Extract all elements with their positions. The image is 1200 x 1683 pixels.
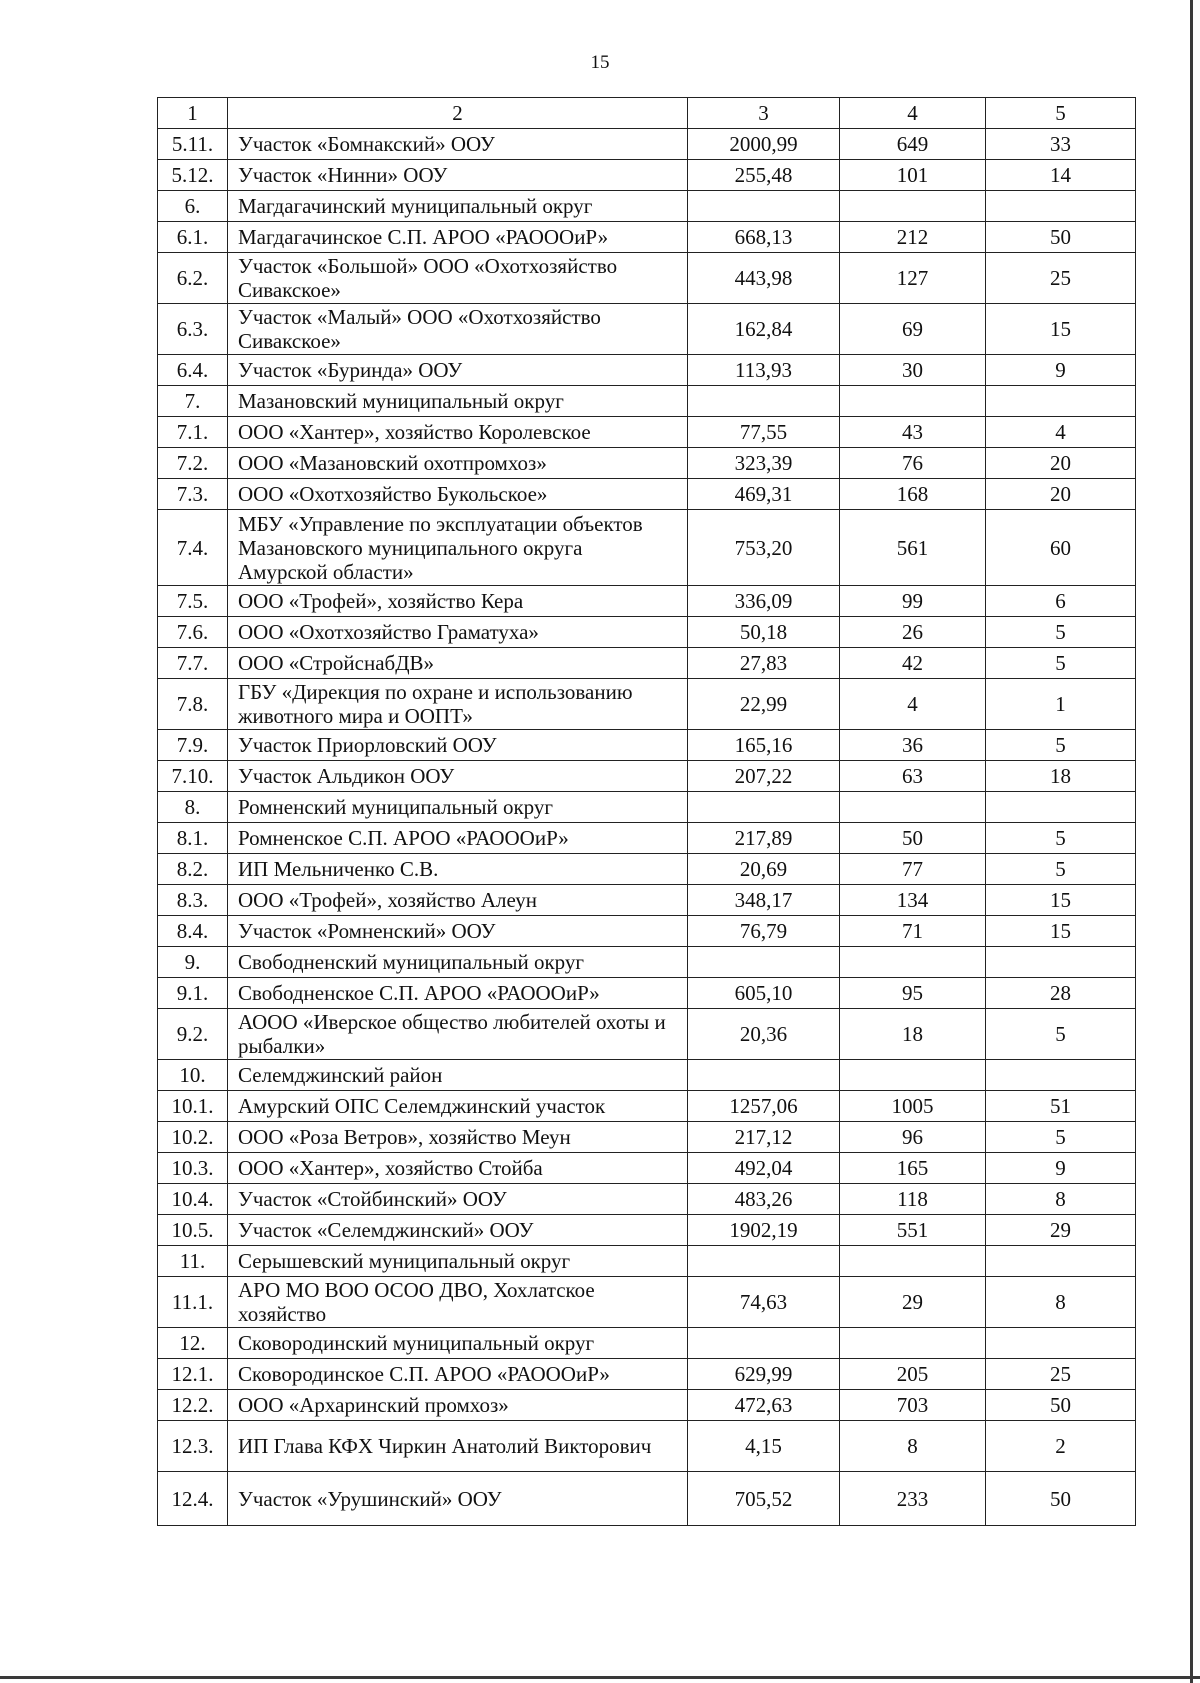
table-row — [158, 1277, 1136, 1328]
row-value-cell: 15 — [986, 916, 1136, 947]
row-name-cell: ИП Мельниченко С.В. — [228, 854, 688, 885]
row-number-cell: 10.1. — [158, 1091, 228, 1122]
row-number-cell: 10.5. — [158, 1215, 228, 1246]
row-value-cell: 8 — [840, 1421, 986, 1472]
row-value-cell: 207,22 — [688, 761, 840, 792]
column-header: 2 — [228, 98, 688, 129]
row-value-cell: 25 — [986, 1359, 1136, 1390]
row-value-cell: 605,10 — [688, 978, 840, 1009]
row-value-cell: 50,18 — [688, 617, 840, 648]
row-name-cell: ООО «Мазановский охотпромхоз» — [228, 448, 688, 479]
table-row — [158, 191, 1136, 222]
row-number-cell: 7.8. — [158, 679, 228, 730]
row-value-cell — [688, 947, 840, 978]
row-value-cell: 1 — [986, 679, 1136, 730]
row-value-cell: 20,69 — [688, 854, 840, 885]
row-name-cell: Свободненское С.П. АРОО «РАОООиР» — [228, 978, 688, 1009]
row-number-cell: 7.10. — [158, 761, 228, 792]
row-number-cell: 12.3. — [158, 1421, 228, 1472]
table-row — [158, 730, 1136, 761]
row-value-cell — [840, 792, 986, 823]
row-value-cell — [840, 1246, 986, 1277]
row-value-cell: 118 — [840, 1184, 986, 1215]
row-name-cell: Ромненское С.П. АРОО «РАОООиР» — [228, 823, 688, 854]
row-value-cell: 71 — [840, 916, 986, 947]
row-name-cell: Амурский ОПС Селемджинский участок — [228, 1091, 688, 1122]
row-value-cell: 217,12 — [688, 1122, 840, 1153]
table-row — [158, 417, 1136, 448]
row-name-cell: ООО «Охотхозяйство Букольское» — [228, 479, 688, 510]
row-number-cell: 7.9. — [158, 730, 228, 761]
column-header: 4 — [840, 98, 986, 129]
row-name-cell: ООО «Хантер», хозяйство Королевское — [228, 417, 688, 448]
table-row — [158, 679, 1136, 730]
row-value-cell: 551 — [840, 1215, 986, 1246]
row-value-cell: 99 — [840, 586, 986, 617]
row-name-cell: ГБУ «Дирекция по охране и использованию животного мира и ООПТ» — [228, 679, 688, 730]
row-value-cell: 5 — [986, 823, 1136, 854]
table-row — [158, 1246, 1136, 1277]
table-row — [158, 510, 1136, 586]
row-value-cell: 217,89 — [688, 823, 840, 854]
table-row — [158, 947, 1136, 978]
row-value-cell: 348,17 — [688, 885, 840, 916]
row-value-cell — [986, 1246, 1136, 1277]
table-row — [158, 1184, 1136, 1215]
row-value-cell: 69 — [840, 304, 986, 355]
row-value-cell: 28 — [986, 978, 1136, 1009]
row-value-cell: 233 — [840, 1472, 986, 1526]
table-row — [158, 1060, 1136, 1091]
table-row — [158, 1009, 1136, 1060]
row-name-cell: Сковородинский муниципальный округ — [228, 1328, 688, 1359]
row-name-cell: Участок «Селемджинский» ООУ — [228, 1215, 688, 1246]
table-row — [158, 253, 1136, 304]
row-value-cell: 443,98 — [688, 253, 840, 304]
row-number-cell: 12.2. — [158, 1390, 228, 1421]
row-value-cell: 561 — [840, 510, 986, 586]
row-value-cell: 63 — [840, 761, 986, 792]
row-value-cell: 5 — [986, 617, 1136, 648]
row-value-cell — [840, 1328, 986, 1359]
table-row — [158, 792, 1136, 823]
row-value-cell: 629,99 — [688, 1359, 840, 1390]
table-row — [158, 916, 1136, 947]
row-value-cell: 95 — [840, 978, 986, 1009]
row-number-cell: 11. — [158, 1246, 228, 1277]
row-value-cell: 162,84 — [688, 304, 840, 355]
data-table — [157, 97, 1136, 1526]
row-number-cell: 10.3. — [158, 1153, 228, 1184]
row-value-cell: 9 — [986, 355, 1136, 386]
row-value-cell: 4 — [986, 417, 1136, 448]
row-value-cell: 336,09 — [688, 586, 840, 617]
row-value-cell: 1005 — [840, 1091, 986, 1122]
row-value-cell: 134 — [840, 885, 986, 916]
row-name-cell: Участок Альдикон ООУ — [228, 761, 688, 792]
row-value-cell — [688, 1246, 840, 1277]
row-number-cell: 9.1. — [158, 978, 228, 1009]
table-row — [158, 1472, 1136, 1526]
row-value-cell — [840, 947, 986, 978]
table-row — [158, 648, 1136, 679]
row-name-cell: Сковородинское С.П. АРОО «РАОООиР» — [228, 1359, 688, 1390]
row-name-cell: Участок «Урушинский» ООУ — [228, 1472, 688, 1526]
row-value-cell: 127 — [840, 253, 986, 304]
table-row — [158, 129, 1136, 160]
row-value-cell: 20 — [986, 479, 1136, 510]
page-edge-bottom — [0, 1676, 1200, 1679]
row-name-cell: Мазановский муниципальный округ — [228, 386, 688, 417]
row-value-cell — [688, 1060, 840, 1091]
row-value-cell: 483,26 — [688, 1184, 840, 1215]
row-name-cell: Участок Приорловский ООУ — [228, 730, 688, 761]
row-value-cell: 60 — [986, 510, 1136, 586]
row-value-cell — [688, 191, 840, 222]
row-number-cell: 6. — [158, 191, 228, 222]
row-name-cell: ООО «Трофей», хозяйство Кера — [228, 586, 688, 617]
row-value-cell: 76 — [840, 448, 986, 479]
row-value-cell: 255,48 — [688, 160, 840, 191]
row-number-cell: 8.3. — [158, 885, 228, 916]
row-name-cell: Участок «Малый» ООО «Охотхозяйство Сивакское» — [228, 304, 688, 355]
row-number-cell: 9. — [158, 947, 228, 978]
row-value-cell: 5 — [986, 1122, 1136, 1153]
row-value-cell: 77 — [840, 854, 986, 885]
page-number: 15 — [590, 52, 610, 73]
row-value-cell: 15 — [986, 304, 1136, 355]
table-row — [158, 761, 1136, 792]
row-name-cell: Свободненский муниципальный округ — [228, 947, 688, 978]
row-value-cell: 8 — [986, 1277, 1136, 1328]
table-row — [158, 617, 1136, 648]
row-value-cell: 27,83 — [688, 648, 840, 679]
row-name-cell: Участок «Стойбинский» ООУ — [228, 1184, 688, 1215]
row-value-cell — [840, 1060, 986, 1091]
row-value-cell: 50 — [986, 1472, 1136, 1526]
row-value-cell: 205 — [840, 1359, 986, 1390]
row-number-cell: 8.1. — [158, 823, 228, 854]
row-value-cell: 705,52 — [688, 1472, 840, 1526]
row-number-cell: 6.1. — [158, 222, 228, 253]
row-number-cell: 7.3. — [158, 479, 228, 510]
row-value-cell: 2000,99 — [688, 129, 840, 160]
row-number-cell: 7.6. — [158, 617, 228, 648]
table-row — [158, 160, 1136, 191]
row-name-cell: Магдагачинский муниципальный округ — [228, 191, 688, 222]
table-row — [158, 854, 1136, 885]
row-value-cell: 492,04 — [688, 1153, 840, 1184]
row-value-cell: 42 — [840, 648, 986, 679]
row-value-cell: 50 — [986, 222, 1136, 253]
row-value-cell: 20,36 — [688, 1009, 840, 1060]
row-value-cell: 30 — [840, 355, 986, 386]
row-number-cell: 7.1. — [158, 417, 228, 448]
table-row — [158, 586, 1136, 617]
row-value-cell: 5 — [986, 730, 1136, 761]
row-number-cell: 9.2. — [158, 1009, 228, 1060]
row-value-cell: 168 — [840, 479, 986, 510]
row-value-cell: 472,63 — [688, 1390, 840, 1421]
row-value-cell: 8 — [986, 1184, 1136, 1215]
row-number-cell: 12.4. — [158, 1472, 228, 1526]
row-value-cell: 469,31 — [688, 479, 840, 510]
row-value-cell: 649 — [840, 129, 986, 160]
row-value-cell: 15 — [986, 885, 1136, 916]
row-value-cell: 29 — [986, 1215, 1136, 1246]
row-value-cell — [688, 1328, 840, 1359]
row-name-cell: ООО «Хантер», хозяйство Стойба — [228, 1153, 688, 1184]
row-number-cell: 7.2. — [158, 448, 228, 479]
row-number-cell: 5.12. — [158, 160, 228, 191]
row-name-cell: ООО «Архаринский промхоз» — [228, 1390, 688, 1421]
row-value-cell: 14 — [986, 160, 1136, 191]
row-number-cell: 8. — [158, 792, 228, 823]
row-value-cell: 96 — [840, 1122, 986, 1153]
row-value-cell — [986, 191, 1136, 222]
row-value-cell: 703 — [840, 1390, 986, 1421]
row-value-cell: 6 — [986, 586, 1136, 617]
row-value-cell: 1257,06 — [688, 1091, 840, 1122]
row-value-cell — [688, 386, 840, 417]
row-name-cell: Участок «Большой» ООО «Охотхозяйство Сивакское» — [228, 253, 688, 304]
column-header: 1 — [158, 98, 228, 129]
row-number-cell: 5.11. — [158, 129, 228, 160]
row-value-cell — [840, 386, 986, 417]
table-row — [158, 386, 1136, 417]
row-value-cell: 1902,19 — [688, 1215, 840, 1246]
table-row — [158, 823, 1136, 854]
row-value-cell: 74,63 — [688, 1277, 840, 1328]
table-row — [158, 1122, 1136, 1153]
page-edge-right — [1190, 0, 1193, 1683]
row-value-cell: 33 — [986, 129, 1136, 160]
row-value-cell: 9 — [986, 1153, 1136, 1184]
row-number-cell: 6.3. — [158, 304, 228, 355]
row-number-cell: 7. — [158, 386, 228, 417]
row-number-cell: 7.7. — [158, 648, 228, 679]
row-name-cell: ИП Глава КФХ Чиркин Анатолий Викторович — [228, 1421, 688, 1472]
row-number-cell: 11.1. — [158, 1277, 228, 1328]
row-number-cell: 10.4. — [158, 1184, 228, 1215]
column-header: 5 — [986, 98, 1136, 129]
row-value-cell: 76,79 — [688, 916, 840, 947]
row-value-cell: 26 — [840, 617, 986, 648]
row-value-cell: 51 — [986, 1091, 1136, 1122]
row-value-cell: 20 — [986, 448, 1136, 479]
row-name-cell: Участок «Бомнакский» ООУ — [228, 129, 688, 160]
row-value-cell: 5 — [986, 854, 1136, 885]
row-name-cell: ООО «Роза Ветров», хозяйство Меун — [228, 1122, 688, 1153]
row-value-cell — [986, 1060, 1136, 1091]
row-value-cell: 29 — [840, 1277, 986, 1328]
row-value-cell: 77,55 — [688, 417, 840, 448]
row-value-cell — [840, 191, 986, 222]
row-name-cell: Магдагачинское С.П. АРОО «РАОООиР» — [228, 222, 688, 253]
table-header-row — [158, 98, 1136, 129]
row-value-cell: 165 — [840, 1153, 986, 1184]
row-value-cell: 36 — [840, 730, 986, 761]
row-value-cell: 212 — [840, 222, 986, 253]
table-row — [158, 1359, 1136, 1390]
row-name-cell: Серышевский муниципальный округ — [228, 1246, 688, 1277]
row-name-cell: ООО «Трофей», хозяйство Алеун — [228, 885, 688, 916]
table-row — [158, 355, 1136, 386]
row-value-cell — [688, 792, 840, 823]
row-number-cell: 7.5. — [158, 586, 228, 617]
row-name-cell: Участок «Ромненский» ООУ — [228, 916, 688, 947]
row-name-cell: АРО МО ВОО ОСОО ДВО, Хохлатское хозяйство — [228, 1277, 688, 1328]
table-row — [158, 978, 1136, 1009]
row-value-cell: 4 — [840, 679, 986, 730]
row-name-cell: ООО «СтройснабДВ» — [228, 648, 688, 679]
row-value-cell: 50 — [840, 823, 986, 854]
row-value-cell: 113,93 — [688, 355, 840, 386]
table-row — [158, 448, 1136, 479]
row-number-cell: 6.4. — [158, 355, 228, 386]
row-value-cell — [986, 386, 1136, 417]
row-number-cell: 7.4. — [158, 510, 228, 586]
row-name-cell: АООО «Иверское общество любителей охоты и рыбалки» — [228, 1009, 688, 1060]
row-value-cell: 101 — [840, 160, 986, 191]
row-name-cell: ООО «Охотхозяйство Граматуха» — [228, 617, 688, 648]
row-number-cell: 6.2. — [158, 253, 228, 304]
row-value-cell — [986, 947, 1136, 978]
row-number-cell: 8.4. — [158, 916, 228, 947]
table-row — [158, 222, 1136, 253]
row-value-cell: 668,13 — [688, 222, 840, 253]
row-value-cell: 43 — [840, 417, 986, 448]
table-row — [158, 479, 1136, 510]
row-number-cell: 8.2. — [158, 854, 228, 885]
row-name-cell: МБУ «Управление по эксплуатации объектов Мазановского муниципального округа Амурской области» — [228, 510, 688, 586]
row-name-cell: Селемджинский район — [228, 1060, 688, 1091]
row-name-cell: Участок «Нинни» ООУ — [228, 160, 688, 191]
table-row — [158, 1091, 1136, 1122]
row-name-cell: Ромненский муниципальный округ — [228, 792, 688, 823]
row-value-cell: 18 — [986, 761, 1136, 792]
row-value-cell: 5 — [986, 1009, 1136, 1060]
row-value-cell: 4,15 — [688, 1421, 840, 1472]
table-row — [158, 1328, 1136, 1359]
row-value-cell: 22,99 — [688, 679, 840, 730]
row-number-cell: 12. — [158, 1328, 228, 1359]
row-number-cell: 10.2. — [158, 1122, 228, 1153]
table-row — [158, 1390, 1136, 1421]
row-value-cell: 165,16 — [688, 730, 840, 761]
row-value-cell: 753,20 — [688, 510, 840, 586]
row-number-cell: 10. — [158, 1060, 228, 1091]
column-header: 3 — [688, 98, 840, 129]
table-row — [158, 1215, 1136, 1246]
table-row — [158, 304, 1136, 355]
row-value-cell: 25 — [986, 253, 1136, 304]
row-value-cell: 5 — [986, 648, 1136, 679]
table-row — [158, 885, 1136, 916]
row-value-cell: 323,39 — [688, 448, 840, 479]
row-number-cell: 12.1. — [158, 1359, 228, 1390]
row-value-cell — [986, 1328, 1136, 1359]
table-row — [158, 1153, 1136, 1184]
row-value-cell: 18 — [840, 1009, 986, 1060]
row-value-cell: 50 — [986, 1390, 1136, 1421]
row-name-cell: Участок «Буринда» ООУ — [228, 355, 688, 386]
row-value-cell: 2 — [986, 1421, 1136, 1472]
table-row — [158, 1421, 1136, 1472]
row-value-cell — [986, 792, 1136, 823]
